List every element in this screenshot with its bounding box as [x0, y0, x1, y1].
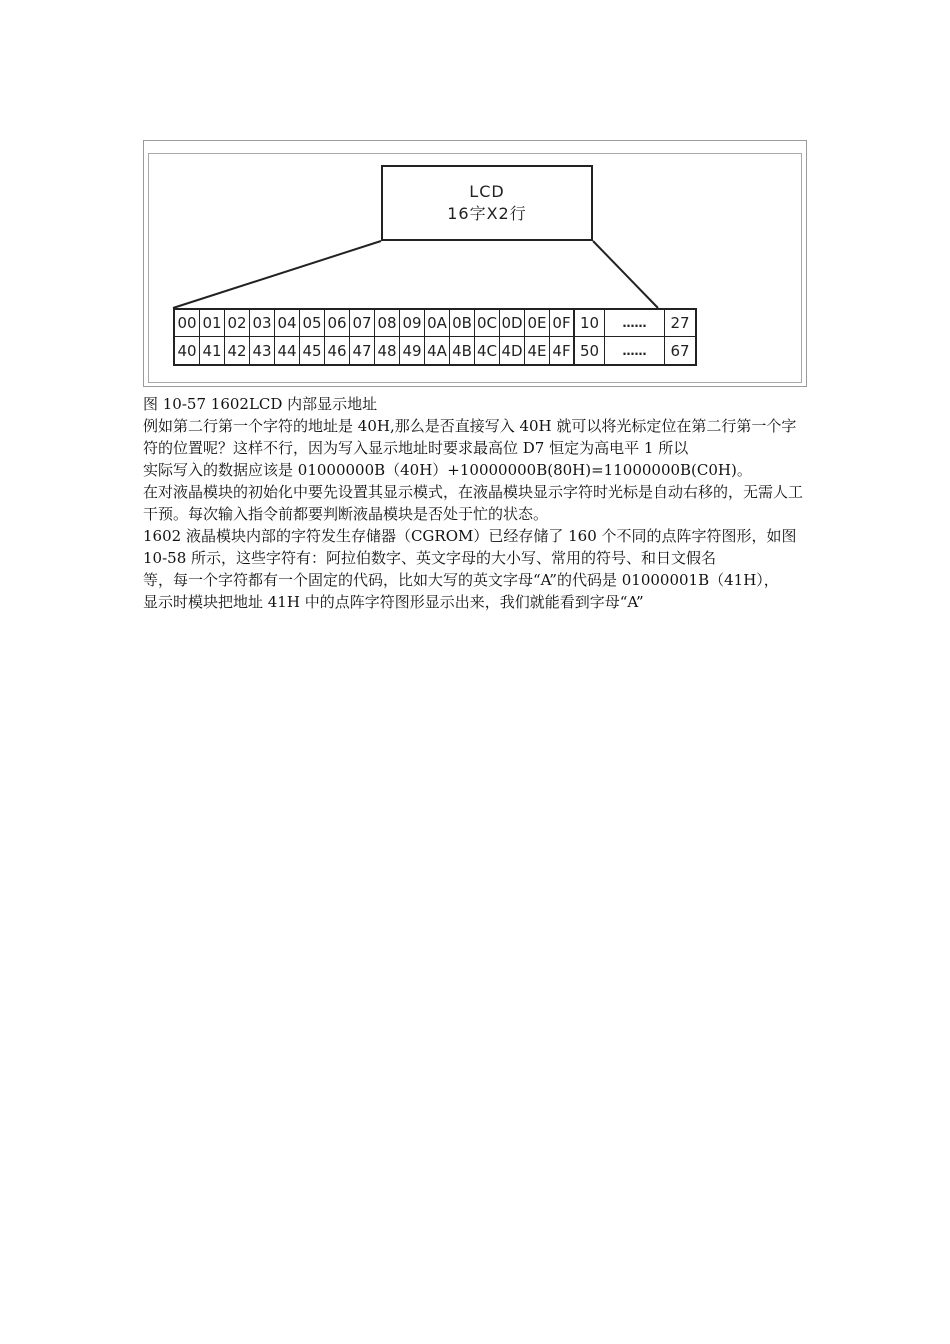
body-text [143, 415, 809, 613]
address-cell: 00 [175, 310, 200, 337]
paragraph: 等，每一个字符都有一个固定的代码，比如大写的英文字母“A”的代码是 01000001B（41H）， [143, 571, 779, 589]
paragraph: 1602 液晶模块内部的字符发生存储器（CGROM）已经存储了 160 个不同的点阵字符图形，如图 10-58 所示，这些字符有：阿拉伯数字、英文字母的大小写、常用的符号、和日文假名 [143, 527, 802, 567]
address-cell: 06 [325, 310, 350, 337]
address-cell: 4D [500, 337, 525, 364]
address-cell: 02 [225, 310, 250, 337]
address-cell: 4B [450, 337, 475, 364]
address-cell: 4E [525, 337, 550, 364]
address-cell: 45 [300, 337, 325, 364]
address-cell: 09 [400, 310, 425, 337]
address-cell: 50 [575, 337, 605, 364]
address-cell: …… [605, 337, 665, 364]
address-cell: 10 [575, 310, 605, 337]
address-cell: 48 [375, 337, 400, 364]
address-cell: 67 [670, 341, 690, 360]
address-cell: 07 [350, 310, 375, 337]
address-cell: 01 [200, 310, 225, 337]
address-cell: 49 [400, 337, 425, 364]
address-cell: 08 [375, 310, 400, 337]
address-cell: 40 [175, 337, 200, 364]
address-cell: 44 [275, 337, 300, 364]
address-cell: 4F [550, 337, 575, 364]
address-cell: …… [605, 310, 665, 337]
address-cell: 41 [200, 337, 225, 364]
figure-caption: 图 10-57 1602LCD 内部显示地址 [143, 395, 378, 413]
address-cell: 04 [275, 310, 300, 337]
paragraph: 例如第二行第一个字符的地址是 40H,那么是否直接写入 40H 就可以将光标定位在第二行第一个字符的位置呢？这样不行，因为写入显示地址时要求最高位 D7 恒定为高电平 1 所以 [143, 417, 797, 457]
address-cell: 43 [250, 337, 275, 364]
address-cell: 42 [225, 337, 250, 364]
address-cell: 0B [450, 310, 475, 337]
address-cell: 4C [475, 337, 500, 364]
address-cell: 05 [300, 310, 325, 337]
address-cell: 0D [500, 310, 525, 337]
address-cell: 47 [350, 337, 375, 364]
address-cell: 27 [665, 310, 695, 337]
display-address-table [173, 308, 697, 366]
paragraph: 在对液晶模块的初始化中要先设置其显示模式，在液晶模块显示字符时光标是自动右移的，无需人工干预。每次输入指令前都要判断液晶模块是否处于忙的状态。 [143, 483, 804, 523]
address-cell: 46 [325, 337, 350, 364]
address-cell: 0A [425, 310, 450, 337]
lcd-subtitle: 16字X2行 [447, 204, 527, 223]
address-cell: 03 [250, 310, 275, 337]
lcd-module-box [381, 165, 593, 241]
address-cell: 0E [525, 310, 550, 337]
paragraph: 实际写入的数据应该是 01000000B（40H）+10000000B(80H)=11000000B(C0H)。 [143, 461, 752, 479]
address-cell: 0F [550, 310, 575, 337]
address-cell: 0C [475, 310, 500, 337]
address-cell: 4A [425, 337, 450, 364]
paragraph: 显示时模块把地址 41H 中的点阵字符图形显示出来，我们就能看到字母“A” [143, 593, 644, 611]
lcd-title: LCD [469, 182, 505, 201]
